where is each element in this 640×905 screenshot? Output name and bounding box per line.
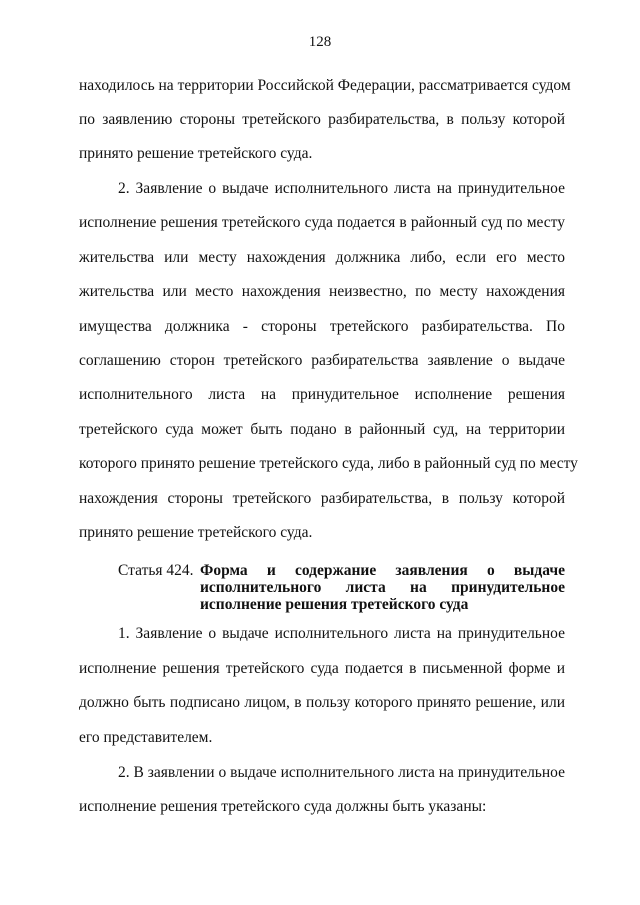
text-line: его представителем. <box>79 729 213 746</box>
article-title-line: Форма и содержание заявления о выдаче <box>200 562 565 579</box>
text-line: по заявлению стороны третейского разбирательства, в пользу которой <box>79 111 565 128</box>
article-title-line: исполнительного листа на принудительное <box>200 579 565 596</box>
text-line: третейского суда может быть подано в районный суд, на территории <box>79 421 565 438</box>
text-line: принято решение третейского суда. <box>79 524 313 541</box>
text-line: жительства или место нахождения неизвестно, по месту нахождения <box>79 283 565 300</box>
text-line: исполнение решения третейского суда подается в районный суд по месту <box>79 214 565 231</box>
text-line: 1. Заявление о выдаче исполнительного листа на принудительное <box>118 625 565 642</box>
text-line: 2. Заявление о выдаче исполнительного листа на принудительное <box>118 180 565 197</box>
article-title-line: исполнение решения третейского суда <box>200 596 469 613</box>
text-line: находилось на территории Российской Федерации, рассматривается судом <box>79 77 571 94</box>
text-line: принято решение третейского суда. <box>79 145 313 162</box>
text-line: исполнительного листа на принудительное исполнение решения <box>79 386 565 403</box>
text-line: имущества должника - стороны третейского разбирательства. По <box>79 318 565 335</box>
text-line: должно быть подписано лицом, в пользу которого принято решение, или <box>79 694 565 711</box>
text-line: соглашению сторон третейского разбирательства заявление о выдаче <box>79 352 565 369</box>
text-line: исполнение решения третейского суда подается в письменной форме и <box>79 660 565 677</box>
page-number: 128 <box>308 34 332 50</box>
article-number: Статья 424. <box>118 562 194 579</box>
text-line: исполнение решения третейского суда должны быть указаны: <box>79 798 487 815</box>
text-line: которого принято решение третейского суда, либо в районный суд по месту <box>79 455 578 472</box>
text-line: 2. В заявлении о выдаче исполнительного листа на принудительное <box>118 764 565 781</box>
text-line: жительства или месту нахождения должника либо, если его место <box>79 249 565 266</box>
text-line: нахождения стороны третейского разбирательства, в пользу которой <box>79 490 565 507</box>
